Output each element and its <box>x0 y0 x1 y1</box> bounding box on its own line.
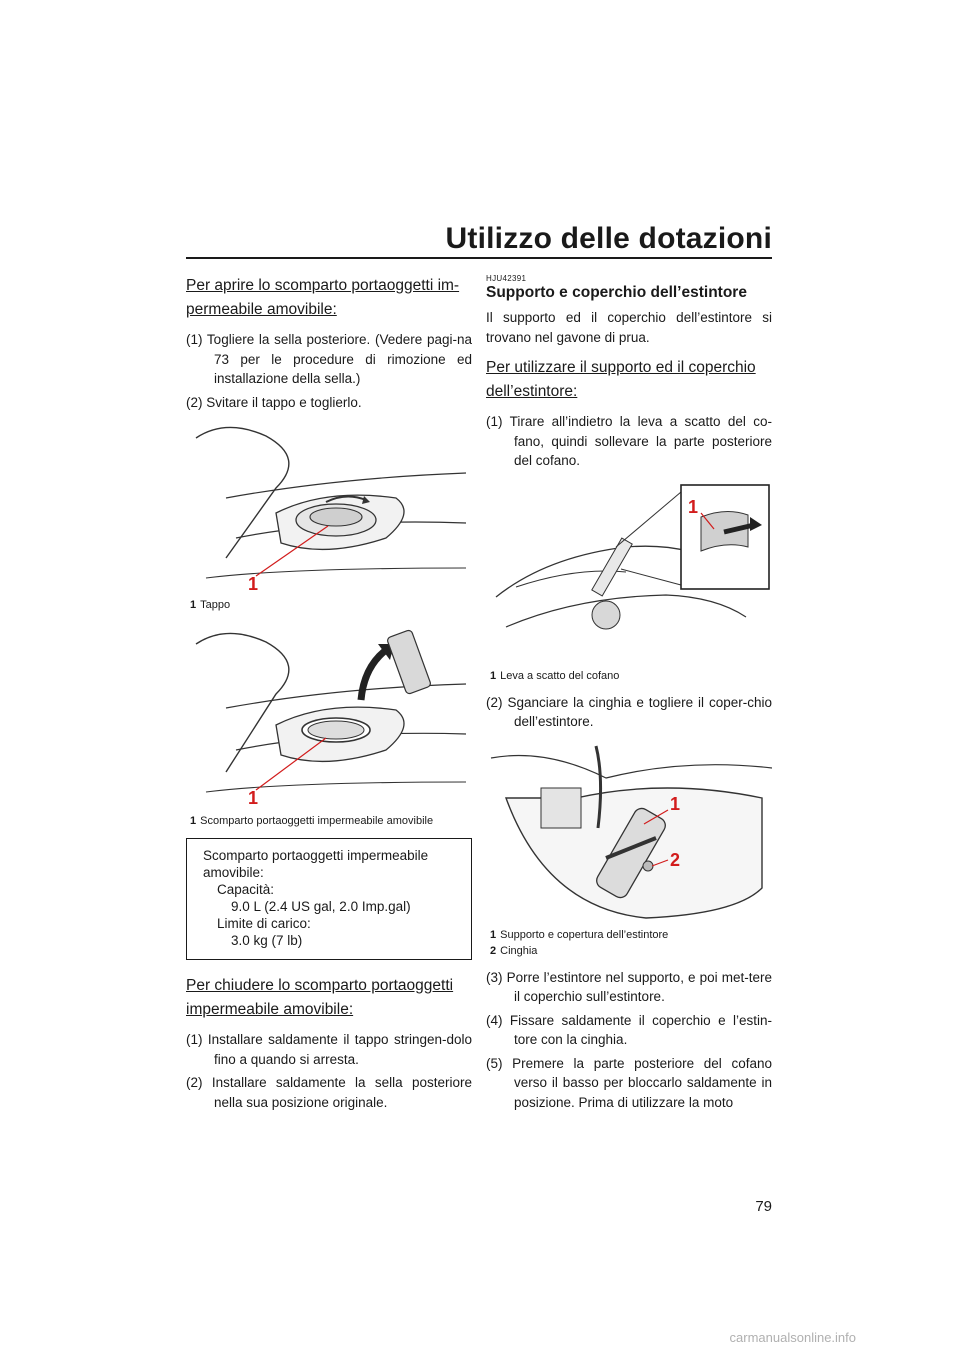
right-column <box>486 270 772 1116</box>
figure-cap-removal <box>186 418 472 596</box>
figure-hood-caption: 1 Leva a scatto del cofano <box>490 669 620 682</box>
figure-compartment-open <box>186 622 472 812</box>
figure-extinguisher <box>486 738 772 926</box>
page-header-title: Utilizzo delle dotazioni <box>445 222 772 255</box>
spec-box <box>186 838 472 960</box>
figure-extinguisher-callout-2: 2 <box>670 849 681 870</box>
close-step-2: (2) Installare saldamente la sella posteriore nella sua posizione originale. <box>186 1075 472 1110</box>
figure-compartment-caption: 1 Scomparto portaoggetti impermeabile amovibile <box>190 815 434 827</box>
figure-cap-caption: 1 Tappo <box>190 599 231 611</box>
spec-line-2: amovibile: <box>203 865 264 880</box>
figure-extinguisher-caption-1: 1 Supporto e copertura dell’estintore <box>490 928 669 941</box>
figure-extinguisher-caption-2: 2 Cinghia <box>490 944 538 957</box>
spec-line-1: Scomparto portaoggetti impermeabile <box>203 848 429 863</box>
close-step-1: (1) Installare saldamente il tappo stringen-dolo fino a quando si arresta. <box>186 1032 472 1067</box>
use-step-1: (1) Tirare all’indietro la leva a scatto del co-fano, quindi sollevare la parte posteriore del cofano. <box>486 414 772 468</box>
spec-capacity-value: 9.0 L (2.4 US gal, 2.0 Imp.gal) <box>231 899 411 914</box>
figure-compartment-callout: 1 <box>248 788 259 808</box>
spec-load-value: 3.0 kg (7 lb) <box>231 933 303 948</box>
close-compartment-heading: Per chiudere lo scomparto portaoggetti impermeabile amovibile: <box>186 977 454 1018</box>
spec-load-label: Limite di carico: <box>217 916 311 931</box>
section-code: HJU42391 <box>486 274 527 283</box>
section-intro: Il supporto ed il coperchio dell’estintore si trovano nel gavone di prua. <box>486 310 772 345</box>
figure-cap-callout: 1 <box>248 574 259 594</box>
figure-extinguisher-callout-1: 1 <box>670 793 681 814</box>
open-step-2: (2) Svitare il tappo e toglierlo. <box>186 394 362 410</box>
use-heading: Per utilizzare il supporto ed il coperchio dell’estintore: <box>486 359 756 400</box>
spec-capacity-label: Capacità: <box>217 882 275 897</box>
open-compartment-heading: Per aprire lo scomparto portaoggetti im-permeabile amovibile: <box>186 277 460 318</box>
use-step-5: (5) Premere la parte posteriore del cofano verso il basso per bloccarlo saldamente in posizione. Prima di utilizzare la moto <box>486 1055 772 1110</box>
figure-hood-lever <box>486 477 772 667</box>
page-number: 79 <box>755 1198 772 1215</box>
section-heading: Supporto e coperchio dell’estintore <box>486 284 747 301</box>
use-step-3: (3) Porre l’estintore nel supporto, e poi met-tere il coperchio sull’estintore. <box>486 969 772 1004</box>
use-step-4: (4) Fissare saldamente il coperchio e l’estin-tore con la cinghia. <box>486 1012 772 1047</box>
left-column <box>186 270 472 1116</box>
header-rule <box>186 257 772 259</box>
watermark: carmanualsonline.info <box>729 1330 856 1345</box>
use-step-2: (2) Sganciare la cinghia e togliere il coper-chio dell’estintore. <box>486 694 772 729</box>
figure-hood-callout: 1 <box>688 496 699 517</box>
open-step-1: (1) Togliere la sella posteriore. (Vedere pagi-na 73 per le procedure di rimozione ed installazione della sella.) <box>186 332 472 386</box>
